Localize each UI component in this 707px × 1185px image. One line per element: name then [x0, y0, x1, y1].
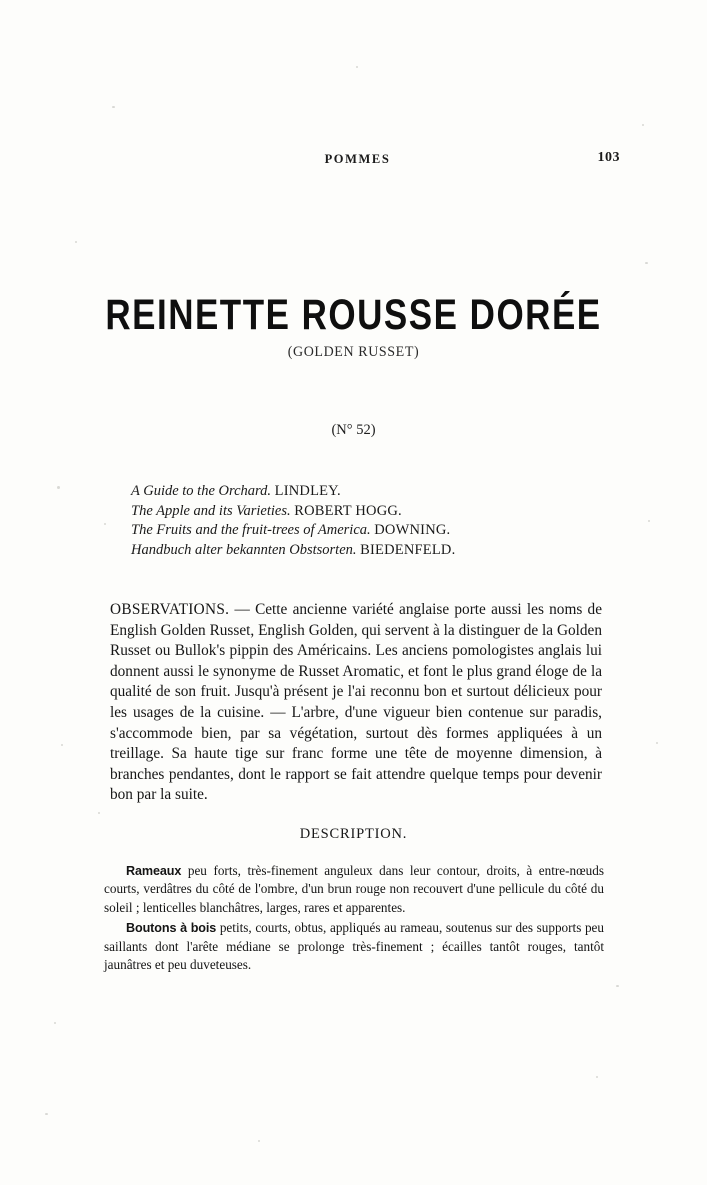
scan-speck — [645, 262, 648, 264]
scan-speck — [112, 106, 115, 108]
bibliography-author: DOWNING. — [374, 522, 451, 538]
observations-text: — Cette ancienne variété anglaise porte aussi les noms de English Golden Russet, English Golden, qui servent à la distinguer de la Golden Russet ou Bullok's pippin des Américains. Les anciens pomologistes anglais lui donnent aussi le synonyme de Russet Aromatic, et font le plus grand éloge de la qualité de son fruit. Jusqu'à présent je l'ai reconnu bon et surtout délicieux pour les usages de la cuisine. — L'arbre, d'une vigueur bien contenue sur paradis, s'accommode bien, par sa végétation, surtout dès formes appliquées à un treillage. Sa haute tige sur franc forme une tête de moyenne dimension, à branches pendantes, dont le rapport se fait attendre quelque temps pour devenir bon par la suite. — [110, 601, 602, 804]
scan-speck — [61, 744, 63, 746]
scan-speck — [57, 486, 60, 489]
variety-number: (N° 52) — [331, 422, 376, 438]
scan-speck — [356, 66, 358, 68]
observations-paragraph — [110, 600, 602, 806]
page-number: 103 — [597, 150, 620, 165]
description-entry — [104, 919, 604, 974]
description-text: petits, courts, obtus, appliqués au rameau, soutenus sur des supports peu saillants dont l'arête médiane se prolonge très-finement ; écailles tantôt rouges, tantôt jaunâtres et peu duveteuses. — [104, 920, 604, 973]
bibliography-entry — [131, 541, 591, 561]
description-entries — [104, 862, 604, 976]
scan-speck — [98, 812, 100, 814]
bibliography-title: The Apple and its Varieties. — [131, 502, 291, 519]
scan-speck — [656, 742, 658, 744]
description-term: Boutons à bois — [126, 921, 217, 936]
bibliography-entry — [131, 502, 591, 522]
scan-speck — [75, 241, 77, 243]
bibliography-list — [131, 482, 591, 560]
scan-speck — [616, 985, 619, 987]
scan-speck — [642, 124, 644, 126]
bibliography-author: ROBERT HOGG. — [294, 502, 402, 519]
scan-speck — [648, 520, 650, 522]
scan-speck — [258, 1140, 260, 1142]
bibliography-entry — [131, 521, 591, 541]
scan-speck — [54, 1022, 56, 1024]
bibliography-author: BIEDENFELD. — [360, 541, 456, 558]
description-text: peu forts, très-finement anguleux dans leur contour, droits, à entre-nœuds courts, verdâtres du côté de l'ombre, d'un brun rouge non recouvert d'une pellicule du côté du soleil ; lenticelles blanchâtres, larges, rares et apparentes. — [104, 863, 604, 915]
page-subtitle: (GOLDEN RUSSET) — [287, 344, 420, 361]
running-head-label: POMMES — [324, 152, 391, 166]
scan-speck — [596, 1076, 598, 1078]
running-head — [95, 152, 620, 167]
observations-lead: OBSERVATIONS. — [110, 601, 230, 618]
bibliography-title: The Fruits and the fruit-trees of America. — [131, 522, 371, 538]
scan-speck — [104, 523, 106, 525]
scan-speck — [45, 1113, 48, 1115]
page-title: REINETTE ROUSSE DORÉE — [105, 291, 602, 340]
bibliography-title: Handbuch alter bekannten Obstsorten. — [131, 541, 357, 558]
bibliography-entry — [131, 482, 591, 502]
bibliography-title: A Guide to the Orchard. — [131, 483, 272, 499]
description-heading: DESCRIPTION. — [299, 826, 408, 842]
description-term: Rameaux — [126, 864, 182, 878]
description-entry — [104, 862, 604, 917]
bibliography-author: LINDLEY. — [274, 483, 341, 499]
